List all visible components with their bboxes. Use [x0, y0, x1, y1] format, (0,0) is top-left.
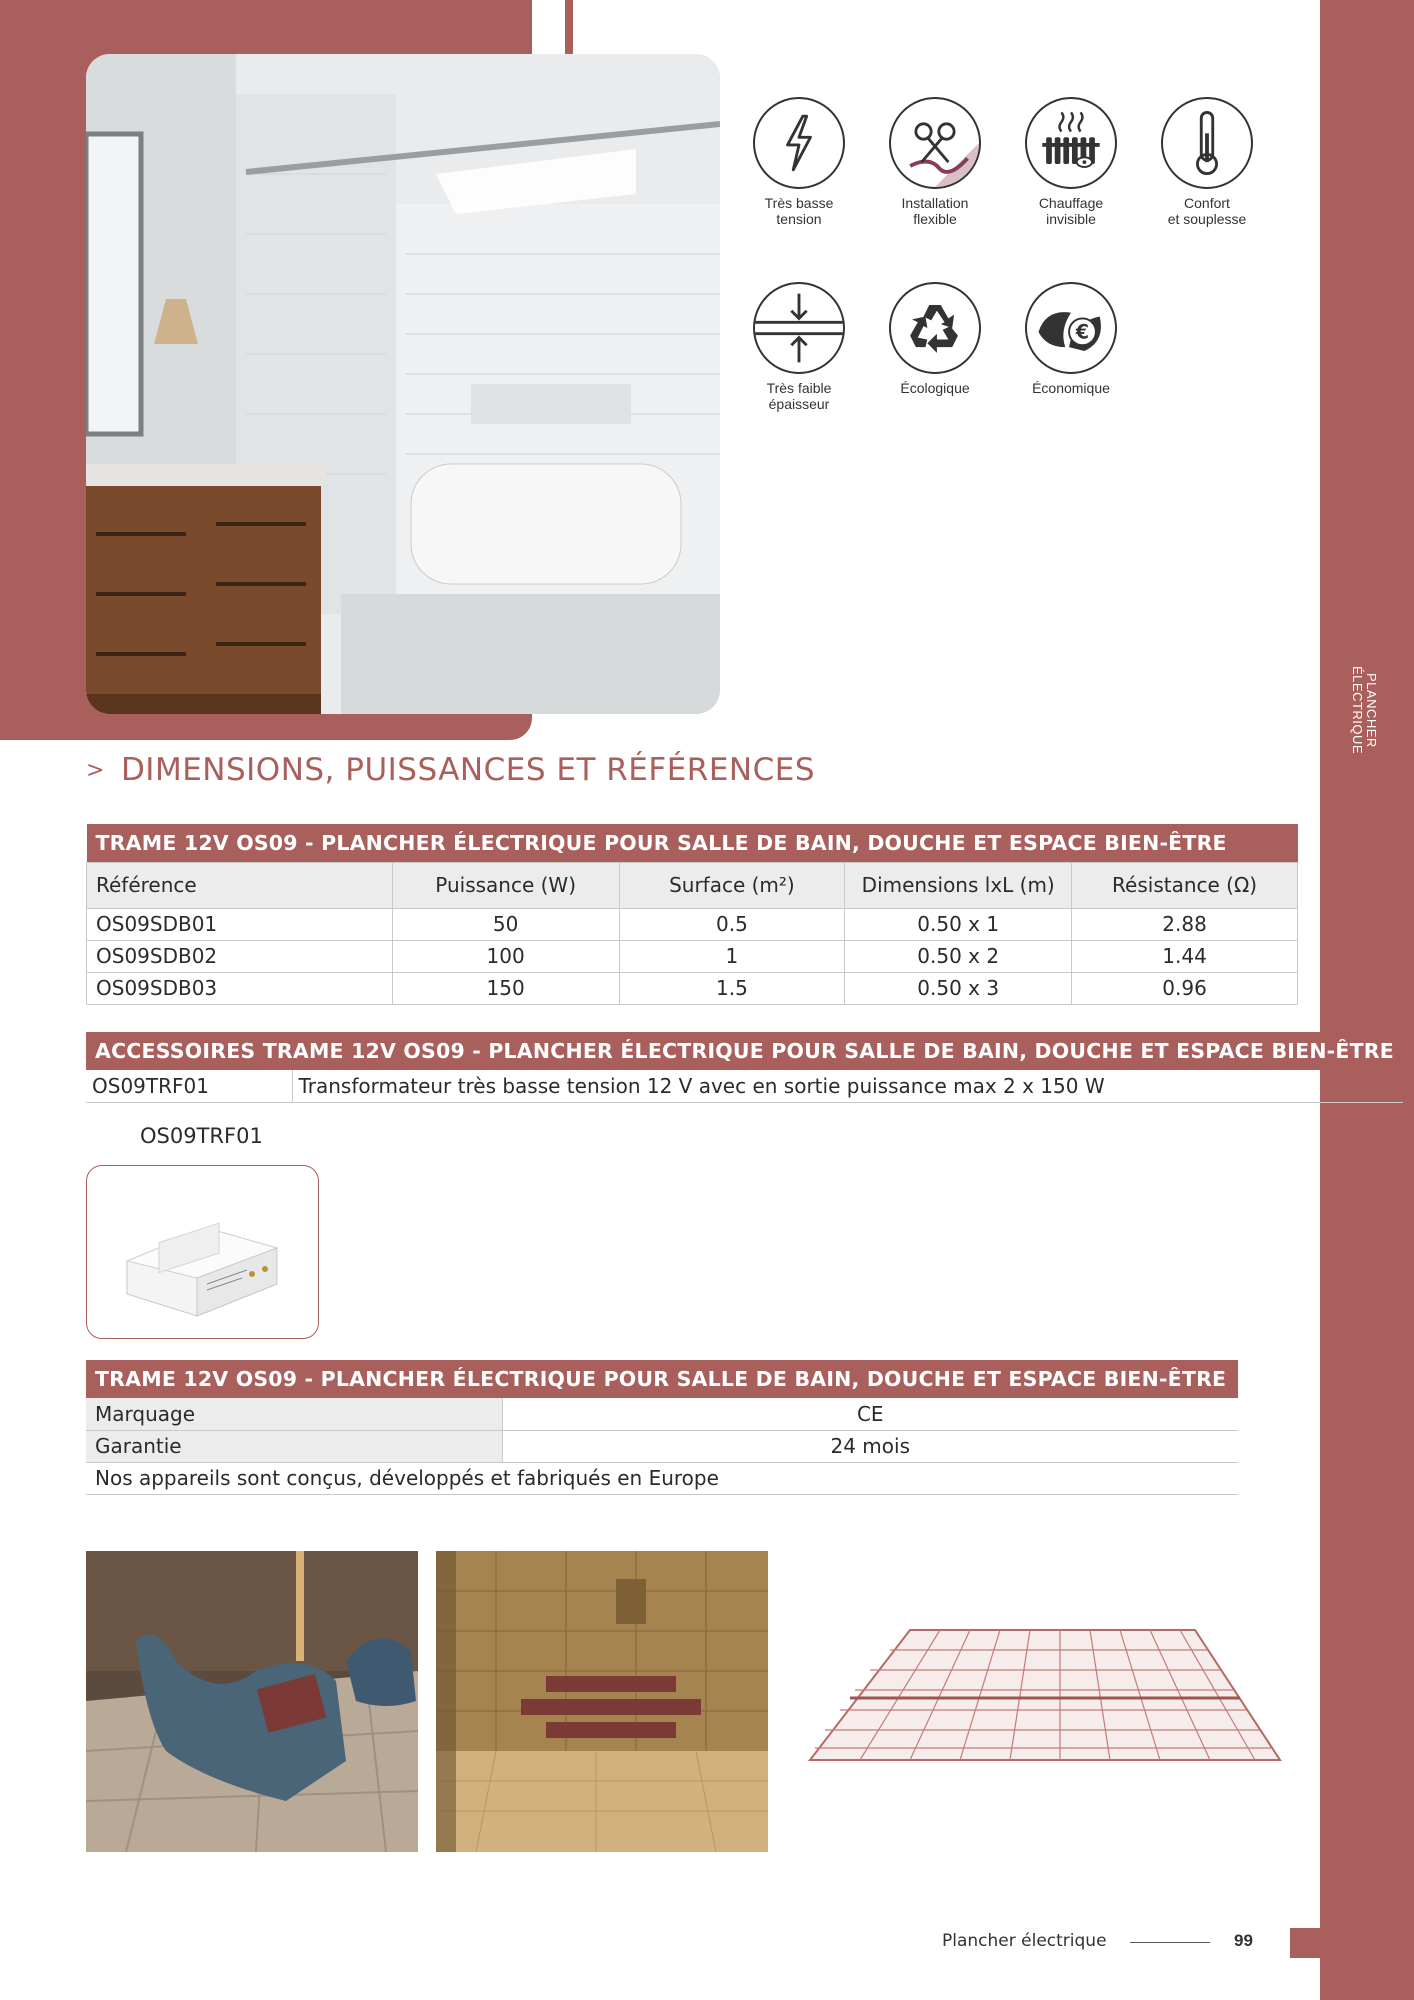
hero-bathroom-photo [86, 54, 720, 714]
table-cell: OS09TRF01 [86, 1070, 292, 1102]
table-row [87, 908, 1298, 940]
feature-ecological [865, 282, 1005, 396]
lightning-icon [753, 97, 845, 189]
table-cell: OS09SDB01 [87, 908, 393, 940]
table-title: TRAME 12V OS09 - PLANCHER ÉLECTRIQUE POUR SALLE DE BAIN, DOUCHE ET ESPACE BIEN-ÊTRE [86, 1360, 1238, 1398]
table-cell: 0.50 x 3 [845, 972, 1072, 1004]
accessory-image-label: OS09TRF01 [140, 1124, 263, 1148]
feature-flexible-install [865, 97, 1005, 227]
table-cell: 100 [392, 940, 619, 972]
table-title: TRAME 12V OS09 - PLANCHER ÉLECTRIQUE POUR SALLE DE BAIN, DOUCHE ET ESPACE BIEN-ÊTRE [87, 824, 1298, 862]
side-tab-line1: PLANCHER [1364, 672, 1379, 748]
table-header-row [87, 862, 1298, 908]
table-cell: 0.50 x 2 [845, 940, 1072, 972]
section-title [86, 752, 815, 788]
table-cell: Nos appareils sont conçus, développés et fabriqués en Europe [86, 1462, 1238, 1494]
column-header: Surface (m²) [619, 862, 845, 908]
table-cell: 1.44 [1072, 940, 1298, 972]
dimensions-table [86, 824, 1298, 1005]
svg-text:€: € [1075, 320, 1090, 344]
scissors-icon [889, 97, 981, 189]
table-row [87, 940, 1298, 972]
feature-label: Confort et souplesse [1167, 195, 1247, 227]
table-row [86, 1398, 1238, 1430]
table-row [86, 1430, 1238, 1462]
footer-accent-tab [1290, 1928, 1320, 1958]
table-title: ACCESSOIRES TRAME 12V OS09 - PLANCHER ÉLECTRIQUE POUR SALLE DE BAIN, DOUCHE ET ESPACE BIEN-ÊTRE [86, 1032, 1403, 1070]
section-title-text: DIMENSIONS, PUISSANCES ET RÉFÉRENCES [120, 752, 816, 788]
transformer-image [86, 1165, 319, 1339]
table-cell: Marquage [86, 1398, 502, 1430]
table-cell: 24 mois [502, 1430, 1238, 1462]
table-cell: 0.50 x 1 [845, 908, 1072, 940]
thermometer-icon [1161, 97, 1253, 189]
table-cell: CE [502, 1398, 1238, 1430]
feature-label: Très basse tension [764, 195, 834, 227]
feature-low-voltage [729, 97, 869, 227]
feature-label: Chauffage invisible [1038, 195, 1104, 227]
accent-strip-top [565, 0, 573, 55]
feature-invisible-heating [1001, 97, 1141, 227]
feature-comfort [1137, 97, 1277, 227]
column-header: Dimensions lxL (m) [845, 862, 1072, 908]
radiator-icon [1025, 97, 1117, 189]
feature-label: Économique [1032, 380, 1110, 396]
table-cell: 2.88 [1072, 908, 1298, 940]
table-cell: OS09SDB02 [87, 940, 393, 972]
recycle-icon [889, 282, 981, 374]
accessories-table [86, 1032, 1403, 1103]
table-cell: 50 [392, 908, 619, 940]
euro-leaf-icon [1025, 282, 1117, 374]
side-tab-label [1338, 660, 1378, 760]
side-band [1320, 0, 1414, 2000]
feature-thin [729, 282, 869, 412]
column-header: Résistance (Ω) [1072, 862, 1298, 908]
page-number: 99 [1234, 1931, 1253, 1950]
table-cell: 150 [392, 972, 619, 1004]
table-cell: 0.5 [619, 908, 845, 940]
feature-label: Écologique [900, 380, 970, 396]
table-cell: Garantie [86, 1430, 502, 1462]
chevron-right-icon: > [86, 758, 105, 783]
feature-economical [1001, 282, 1141, 396]
table-row [87, 972, 1298, 1004]
table-row [86, 1462, 1238, 1494]
table-row [86, 1070, 1403, 1102]
table-cell: OS09SDB03 [87, 972, 393, 1004]
table-cell: Transformateur très basse tension 12 V avec en sortie puissance max 2 x 150 W [292, 1070, 1403, 1102]
shower-photo [436, 1551, 768, 1852]
column-header: Puissance (W) [392, 862, 619, 908]
table-cell: 1.5 [619, 972, 845, 1004]
footer-divider [1130, 1942, 1210, 1943]
heating-mat-image [800, 1620, 1284, 1780]
spa-lounger-photo [86, 1551, 418, 1852]
side-tab-line2: ÉLECTRIQUE [1350, 665, 1365, 755]
table-cell: 1 [619, 940, 845, 972]
table-cell: 0.96 [1072, 972, 1298, 1004]
feature-label: Installation flexible [901, 195, 969, 227]
column-header: Référence [87, 862, 393, 908]
info-table [86, 1360, 1238, 1495]
thin-layer-icon [753, 282, 845, 374]
footer-section-name: Plancher électrique [942, 1931, 1107, 1951]
feature-label: Très faible épaisseur [766, 380, 832, 412]
